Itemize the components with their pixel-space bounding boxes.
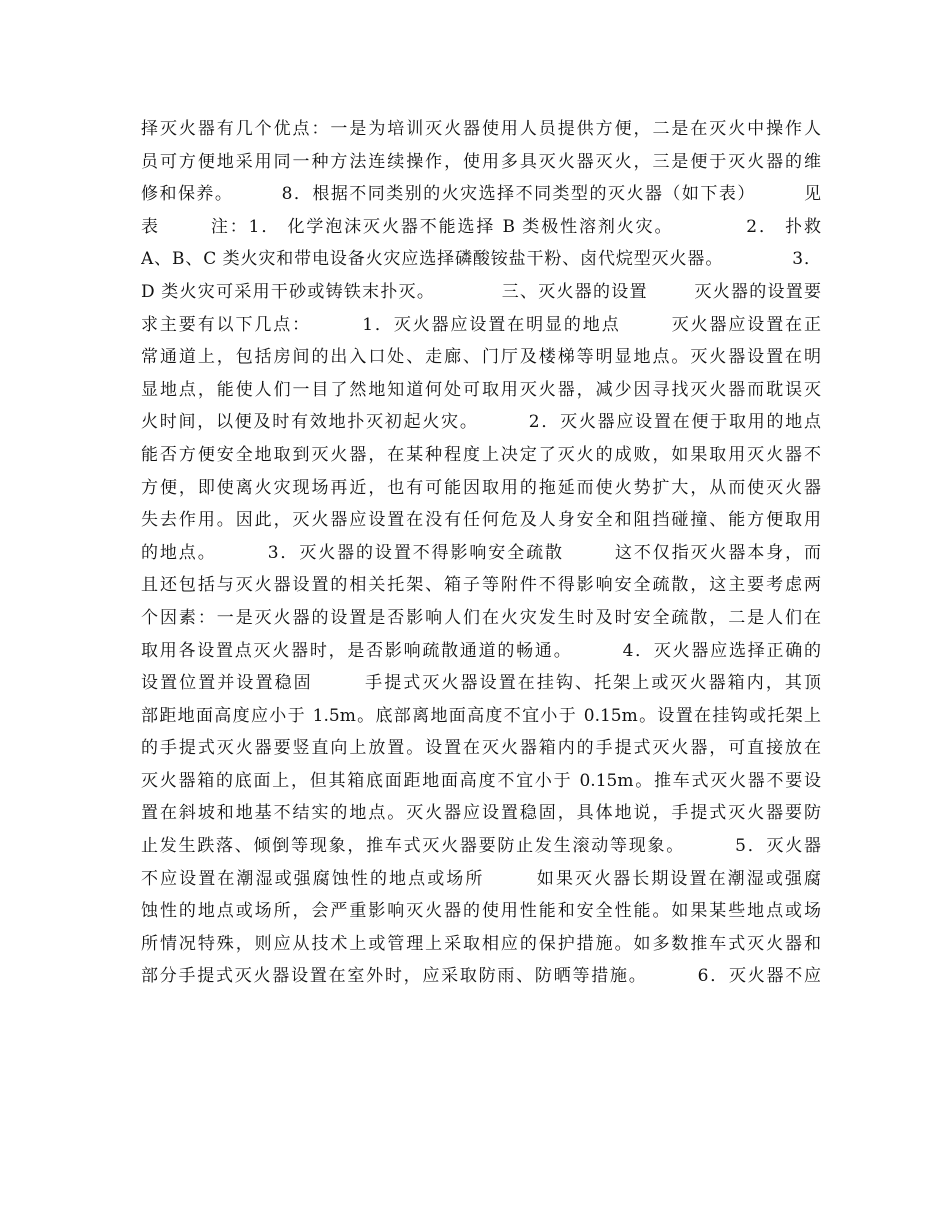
text-line: 蚀性的地点或场所，会严重影响灭火器的使用性能和安全性能。如果某些地点或场 [141,901,821,922]
text-line: 的地点。 3．灭火器的设置不得影响安全疏散 这不仅指灭火器本身，而 [141,542,821,563]
text-line: 设置位置并设置稳固 手提式灭火器设置在挂钩、托架上或灭火器箱内，其顶 [141,673,821,694]
text-line: 灭火器箱的底面上，但其箱底面距地面高度不宜小于 0.15m。推车式灭火器不要设 [141,770,821,791]
text-line: 部距地面高度应小于 1.5m。底部离地面高度不宜小于 0.15m。设置在挂钩或托架上 [141,705,821,726]
text-line: 且还包括与灭火器设置的相关托架、箱子等附件不得影响安全疏散，这主要考虑两 [141,575,821,596]
text-line: 常通道上，包括房间的出入口处、走廊、门厅及楼梯等明显地点。灭火器设置在明 [141,347,821,368]
text-line: 能否方便安全地取到灭火器，在某种程度上决定了灭火的成败，如果取用灭火器不 [141,444,821,465]
text-line: 取用各设置点灭火器时，是否影响疏散通道的畅通。 4．灭火器应选择正确的 [141,640,821,661]
text-line: 失去作用。因此，灭火器应设置在没有任何危及人身安全和阻挡碰撞、能方便取用 [141,510,821,531]
text-line: 求主要有以下几点： 1．灭火器应设置在明显的地点 灭火器应设置在正 [141,314,821,335]
text-line: A、B、C 类火灾和带电设备火灾应选择磷酸铵盐干粉、卤代烷型灭火器。 3． [141,249,821,270]
text-line: 修和保养。 8．根据不同类别的火灾选择不同类型的灭火器（如下表） 见 [141,184,821,205]
text-line: 显地点，能使人们一目了然地知道何处可取用灭火器，减少因寻找灭火器而耽误灭 [141,379,821,400]
body-text [141,113,821,993]
text-line: 部分手提式灭火器设置在室外时，应采取防雨、防晒等措施。 6．灭火器不应 [141,966,821,987]
text-line: 择灭火器有几个优点：一是为培训灭火器使用人员提供方便，二是在灭火中操作人 [141,119,821,139]
text-line: 表 注：1． 化学泡沫灭火器不能选择 B 类极性溶剂火灾。 2． 扑救 [141,216,821,237]
text-line: 置在斜坡和地基不结实的地点。灭火器应设置稳固，具体地说，手提式灭火器要防 [141,803,821,824]
text-line: 所情况特殊，则应从技术上或管理上采取相应的保护措施。如多数推车式灭火器和 [141,933,821,954]
text-line: 员可方便地采用同一种方法连续操作，使用多具灭火器灭火，三是便于灭火器的维 [141,151,821,172]
text-line: 的手提式灭火器要竖直向上放置。设置在灭火器箱内的手提式灭火器，可直接放在 [141,738,821,759]
text-line: D 类火灾可采用干砂或铸铁末扑灭。 三、灭火器的设置 灭火器的设置要 [141,281,821,302]
text-line: 个因素：一是灭火器的设置是否影响人们在火灾发生时及时安全疏散，二是人们在 [141,607,821,628]
text-line: 不应设置在潮湿或强腐蚀性的地点或场所 如果灭火器长期设置在潮湿或强腐 [141,868,821,889]
text-line: 火时间，以便及时有效地扑灭初起火灾。 2．灭火器应设置在便于取用的地点 [141,412,821,433]
text-line: 方便，即使离火灾现场再近，也有可能因取用的拖延而使火势扩大，从而使灭火器 [141,477,821,498]
text-line: 止发生跌落、倾倒等现象，推车式灭火器要防止发生滚动等现象。 5．灭火器 [141,836,821,857]
